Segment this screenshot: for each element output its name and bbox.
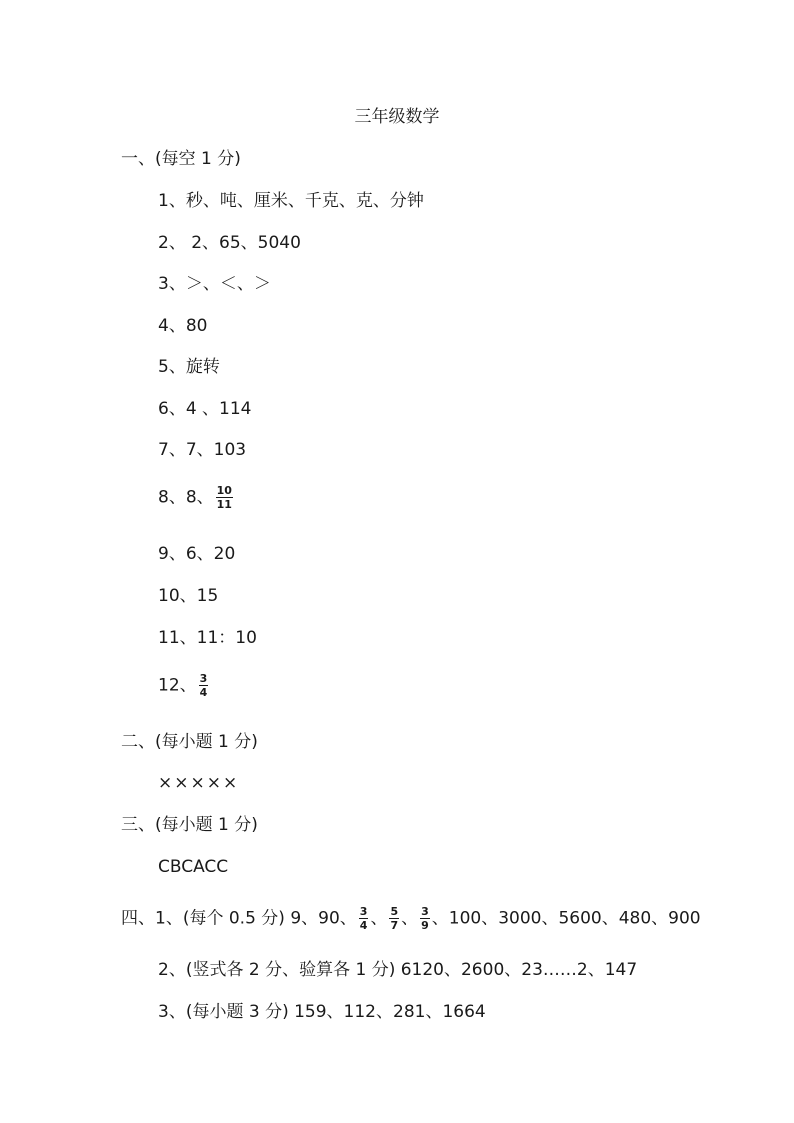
fraction-numerator: 5 <box>390 905 399 918</box>
section-2-heading: 二、(每小题 1 分) <box>121 732 258 752</box>
q1-suffix: 、100、3000、5600、480、900 <box>431 908 701 929</box>
q1-prefix: 四、1、(每个 0.5 分) 9、90、 <box>121 908 357 929</box>
fraction <box>216 484 233 511</box>
fraction-numerator: 10 <box>216 484 232 497</box>
fraction <box>420 905 430 932</box>
answer-1-8 <box>158 484 235 511</box>
section-1-heading: 一、(每空 1 分) <box>121 149 241 169</box>
answer-1-11: 11、11：10 <box>158 628 257 648</box>
answer-1-1: 1、秒、吨、厘米、千克、克、分钟 <box>158 191 424 211</box>
fraction <box>359 905 369 932</box>
answer-1-9: 9、6、20 <box>158 544 236 564</box>
separator: 、 <box>401 908 419 929</box>
section-4-question-1 <box>121 905 701 932</box>
fraction-denominator: 4 <box>359 919 368 932</box>
fraction <box>199 672 209 699</box>
fraction-denominator: 9 <box>421 919 429 932</box>
answer-1-4: 4、80 <box>158 316 208 336</box>
fraction <box>389 905 399 932</box>
section-4-question-2: 2、(竖式各 2 分、验算各 1 分) 6120、2600、23……2、147 <box>158 960 638 980</box>
answer-1-2: 2、 2、65、5040 <box>158 233 301 253</box>
answer-1-12 <box>158 672 210 699</box>
fraction-denominator: 4 <box>199 686 208 699</box>
answer-1-10: 10、15 <box>158 586 219 606</box>
fraction-numerator: 3 <box>421 905 429 918</box>
answer-1-12-text: 12、 <box>158 675 197 696</box>
section-4-question-3: 3、(每小题 3 分) 159、112、281、1664 <box>158 1002 486 1022</box>
section-3-answer: CBCACC <box>158 857 229 877</box>
fraction-numerator: 3 <box>199 672 208 685</box>
answer-1-8-text: 8、8、 <box>158 487 214 508</box>
answer-1-6: 6、4 、114 <box>158 399 252 419</box>
separator: 、 <box>370 908 388 929</box>
fraction-numerator: 3 <box>359 905 368 918</box>
section-2-answer: ××××× <box>158 773 240 793</box>
answer-1-7: 7、7、103 <box>158 440 247 460</box>
answer-1-3: 3、＞、＜、＞ <box>158 274 271 294</box>
fraction-denominator: 11 <box>216 498 232 511</box>
fraction-denominator: 7 <box>390 919 399 932</box>
answer-1-5: 5、旋转 <box>158 357 220 377</box>
page-title: 三年级数学 <box>354 107 440 127</box>
section-3-heading: 三、(每小题 1 分) <box>121 815 258 835</box>
